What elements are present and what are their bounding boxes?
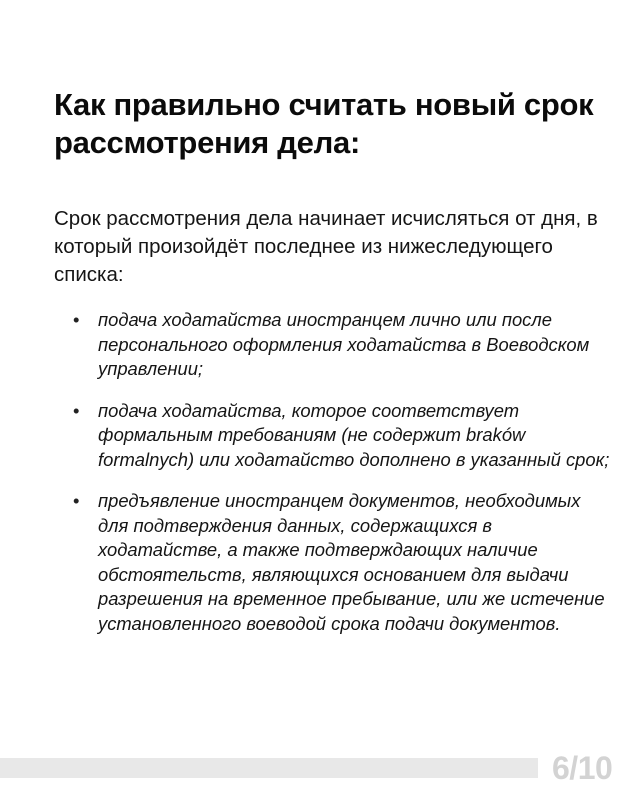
list-item <box>70 489 610 636</box>
page-counter: 6/10 <box>552 750 613 786</box>
list-item <box>70 399 610 473</box>
footer-bar <box>0 758 538 778</box>
bullet-icon: • <box>73 399 80 421</box>
bullet-icon: • <box>73 490 80 511</box>
page-title: Как правильно считать новый срок рассмотрения дела: <box>54 87 594 160</box>
conditions-list <box>70 308 610 636</box>
intro-paragraph: Срок рассмотрения дела начинает исчисляться от дня, в который произойдёт последнее из нижеследующего списка: <box>54 207 598 286</box>
list-item-text: подача ходатайства, которое соответствует формальным требованиям (не содержит braków formalnych) или ходатайство дополнено в указанный срок; <box>98 399 610 470</box>
list-item <box>70 308 610 382</box>
list-item-text: предъявление иностранцем документов, необходимых для подтверждения данных, содержащихся в ходатайстве, а также подтверждающих наличие обстоятельств, являющихся основанием для выдачи разрешения на временное пребывание, или же истечение установленного воеводой срока подачи документов. <box>98 490 605 634</box>
list-item-text: подача ходатайства иностранцем лично или после персонального оформления ходатайства в Воеводском управлении; <box>98 309 590 379</box>
bullet-icon: • <box>73 309 80 330</box>
